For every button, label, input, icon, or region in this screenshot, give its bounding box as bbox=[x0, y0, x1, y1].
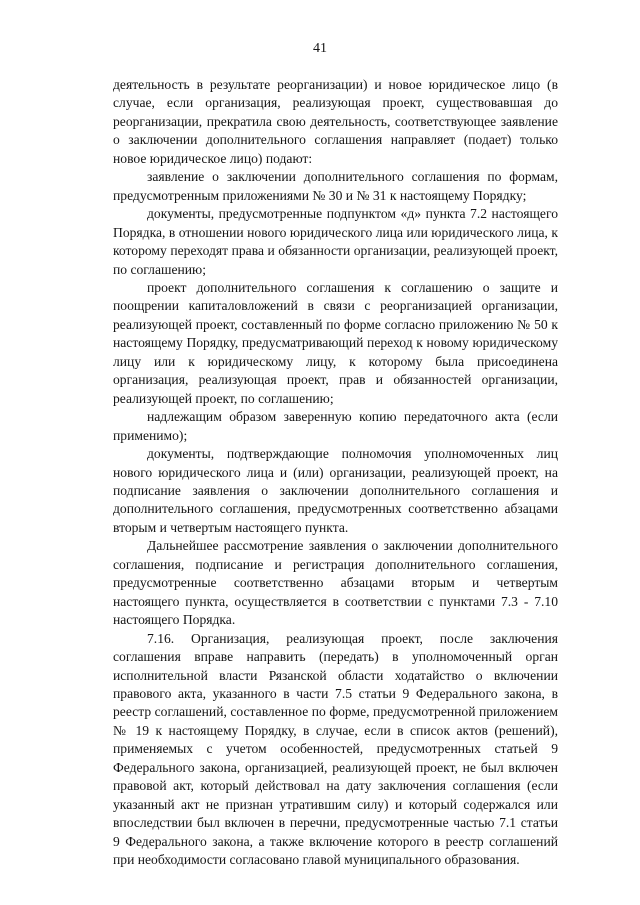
page-number: 41 bbox=[313, 41, 327, 56]
document-body bbox=[113, 76, 558, 869]
paragraph-documents-7-2: документы, предусмотренные подпунктом «д» пункта 7.2 настоящего Порядка, в отношении нового юридического лица или юридического лица, к которому переходят права и обязанности организации, реализующей проект, по соглашению; bbox=[113, 206, 558, 277]
paragraph-further-review: Дальнейшее рассмотрение заявления о заключении дополнительного соглашения, подписание и регистрация дополнительного соглашения, предусмотренные соответственно абзацами вторым и четвертым настоящего пункта, осуществляется в соответствии с пунктами 7.3 - 7.10 настоящего Порядка. bbox=[113, 538, 558, 628]
paragraph-continuation: деятельность в результате реорганизации) и новое юридическое лицо (в случае, если организация, реализующая проект, существовавшая до реорганизации, прекратила свою деятельность, соответствующее заявление о заключении дополнительного соглашения направляет (подает) только новое юридическое лицо) подают: bbox=[113, 77, 558, 166]
paragraph-draft-agreement: проект дополнительного соглашения к соглашению о защите и поощрении капиталовложений в связи с реорганизацией организации, реализующей проект, составленный по форме согласно приложению № 50 к настоящему Порядку, предусматривающий переход к новому юридическому лицу или к юридическому лицу, к которому была присоединена организация, реализующая проект, прав и обязанностей организации, реализующей проект, по соглашению; bbox=[113, 279, 558, 406]
paragraph-transfer-act: надлежащим образом заверенную копию передаточного акта (если применимо); bbox=[113, 409, 558, 443]
paragraph-application-forms: заявление о заключении дополнительного соглашения по формам, предусмотренным приложениями № 30 и № 31 к настоящему Порядку; bbox=[113, 169, 558, 203]
paragraph-section-7-16: 7.16. Организация, реализующая проект, после заключения соглашения вправе направить (передать) в уполномоченный орган исполнительной власти Рязанской области ходатайство о включении правового акта, указанного в части 7.5 статьи 9 Федерального закона, в реестр соглашений, составленное по форме, предусмотренной приложением № 19 к настоящему Порядку, в случае, если в список актов (решений), применяемых с учетом особенностей, предусмотренных статьей 9 Федерального закона, организацией, реализующей проект, не был включен правовой акт, который действовал на дату заключения соглашения (если указанный акт не признан утратившим силу) и который содержался или впоследствии был включен в перечни, предусмотренные частью 7.1 статьи 9 Федерального закона, а также включение которого в реестр соглашений при необходимости согласовано главой муниципального образования. bbox=[113, 630, 558, 868]
paragraph-authority-documents: документы, подтверждающие полномочия уполномоченных лиц нового юридического лица и (или) организации, реализующей проект, на подписание заявления о заключении дополнительного соглашения и дополнительного соглашения, предусмотренных соответственно абзацами вторым и четвертым настоящего пункта. bbox=[113, 446, 558, 535]
